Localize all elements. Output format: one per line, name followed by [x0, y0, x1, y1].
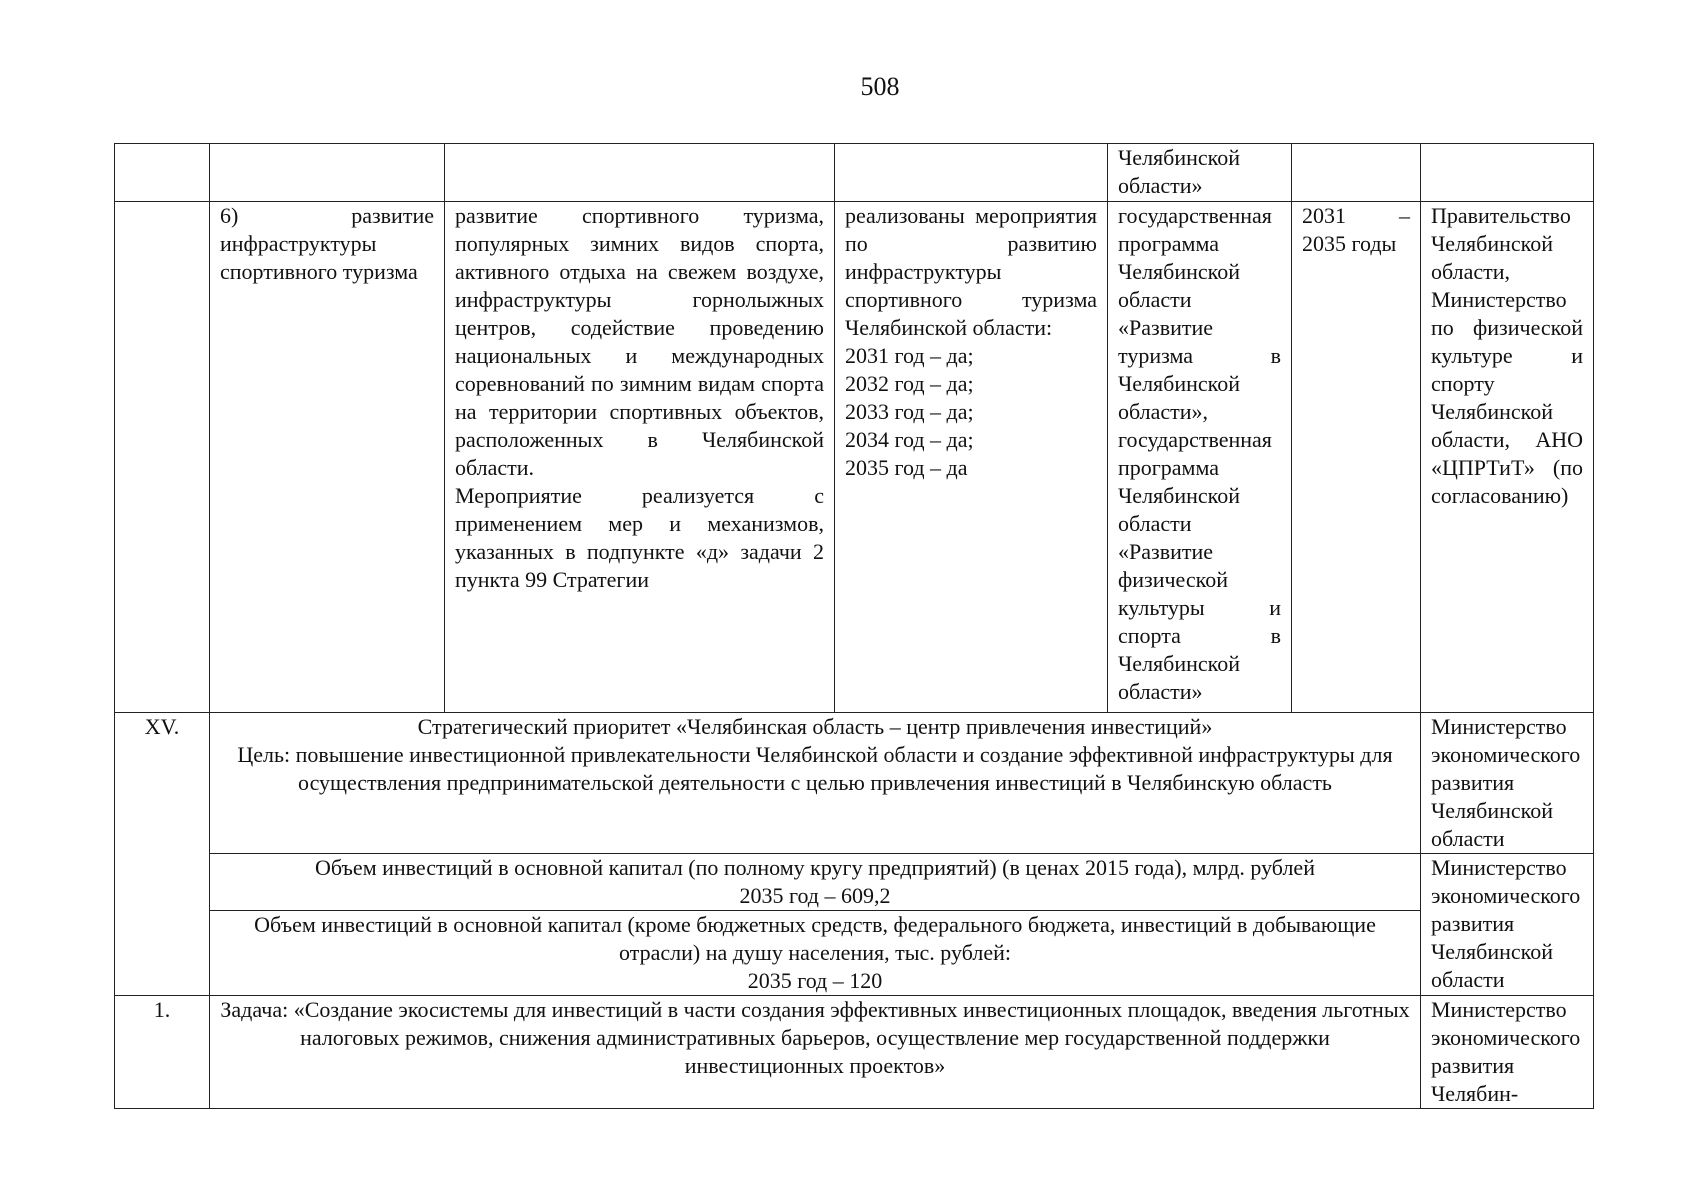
indicator-value: 2035 год – 609,2 — [739, 883, 891, 908]
description-text: развитие спортивного туризма, популярных зимних видов спорта, активного отдыха на свежем воздухе, инфраструктуры горнолыжных центров, содействие проведению национальных и международных соревнований по зимним видам спорта на территории спортивных объектов, расположенных в Челябинской области. — [455, 203, 824, 480]
indicator-value: 2035 год – 120 — [747, 968, 883, 993]
cell-task: 6) развитие инфраструктуры спортивного туризма — [210, 202, 445, 713]
cell-number: 1. — [115, 996, 210, 1109]
description-note: Мероприятие реализуется с применением мер и механизмов, указанных в подпункте «д» задачи 2 пункта 99 Стратегии — [455, 483, 824, 592]
cell-task-text: Задача: «Создание экосистемы для инвестиций в части создания эффективных инвестиционных площадок, введения льготных налоговых режимов, снижения административных барьеров, осуществление мер государственной поддержки инвестиционных проектов» — [210, 996, 1421, 1109]
priority-title: Стратегический приоритет «Челябинская область – центр привлечения инвестиций» — [417, 714, 1213, 739]
cell-program: Челябинской области» — [1108, 144, 1292, 202]
cell-executor: Министерство экономического развития Челябинской области — [1421, 713, 1594, 854]
table-row-item-6 — [115, 202, 1594, 713]
cell-executor: Правительство Челябинской области, Министерство по физической культуре и спорту Челябинской области, АНО «ЦПРТиТ» (по согласованию) — [1421, 202, 1594, 713]
page-number: 508 — [860, 72, 900, 101]
cell-number — [115, 202, 210, 713]
cell-task — [210, 144, 445, 202]
cell-executor — [1421, 144, 1594, 202]
measures-table — [114, 143, 1594, 1109]
result-year: 2035 год – да — [845, 455, 968, 480]
cell-indicator — [210, 911, 1421, 996]
table-row-indicator-1 — [115, 854, 1594, 911]
cell-executor: Министерство экономического развития Челябинской области — [1421, 854, 1594, 996]
cell-priority — [210, 713, 1421, 854]
cell-period — [1292, 144, 1421, 202]
cell-result — [835, 144, 1108, 202]
cell-description — [445, 144, 835, 202]
result-year: 2034 год – да; — [845, 427, 974, 452]
cell-executor: Министерство экономического развития Челябин- — [1421, 996, 1594, 1109]
table-row-priority-xv — [115, 713, 1594, 854]
cell-indicator — [210, 854, 1421, 911]
indicator-label: Объем инвестиций в основной капитал (по полному кругу предприятий) (в ценах 2015 года), млрд. рублей — [315, 855, 1315, 880]
cell-period: 2031 – 2035 годы — [1292, 202, 1421, 713]
cell-program: государственная программа Челябинской области «Развитие туризма в Челябинской области», государственная программа Челябинской области «Развитие физической культуры и спорта в Челябинской области» — [1108, 202, 1292, 713]
result-intro: реализованы мероприятия по развитию инфраструктуры спортивного туризма Челябинской области: — [845, 203, 1097, 340]
cell-number: XV. — [115, 713, 210, 996]
cell-number — [115, 144, 210, 202]
table-row-task-1 — [115, 996, 1594, 1109]
priority-goal: Цель: повышение инвестиционной привлекательности Челябинской области и создание эффективной инфраструктуры для осуществления предпринимательской деятельности с целью привлечения инвестиций в Челябинскую область — [237, 742, 1393, 795]
indicator-label: Объем инвестиций в основной капитал (кроме бюджетных средств, федерального бюджета, инвестиций в добывающие отрасли) на душу населения, тыс. рублей: — [254, 912, 1376, 965]
cell-description — [445, 202, 835, 713]
cell-result — [835, 202, 1108, 713]
table-row-continuation — [115, 144, 1594, 202]
result-year: 2031 год – да; — [845, 343, 974, 368]
result-year: 2033 год – да; — [845, 399, 974, 424]
table-row-indicator-2 — [115, 911, 1594, 996]
result-year: 2032 год – да; — [845, 371, 974, 396]
